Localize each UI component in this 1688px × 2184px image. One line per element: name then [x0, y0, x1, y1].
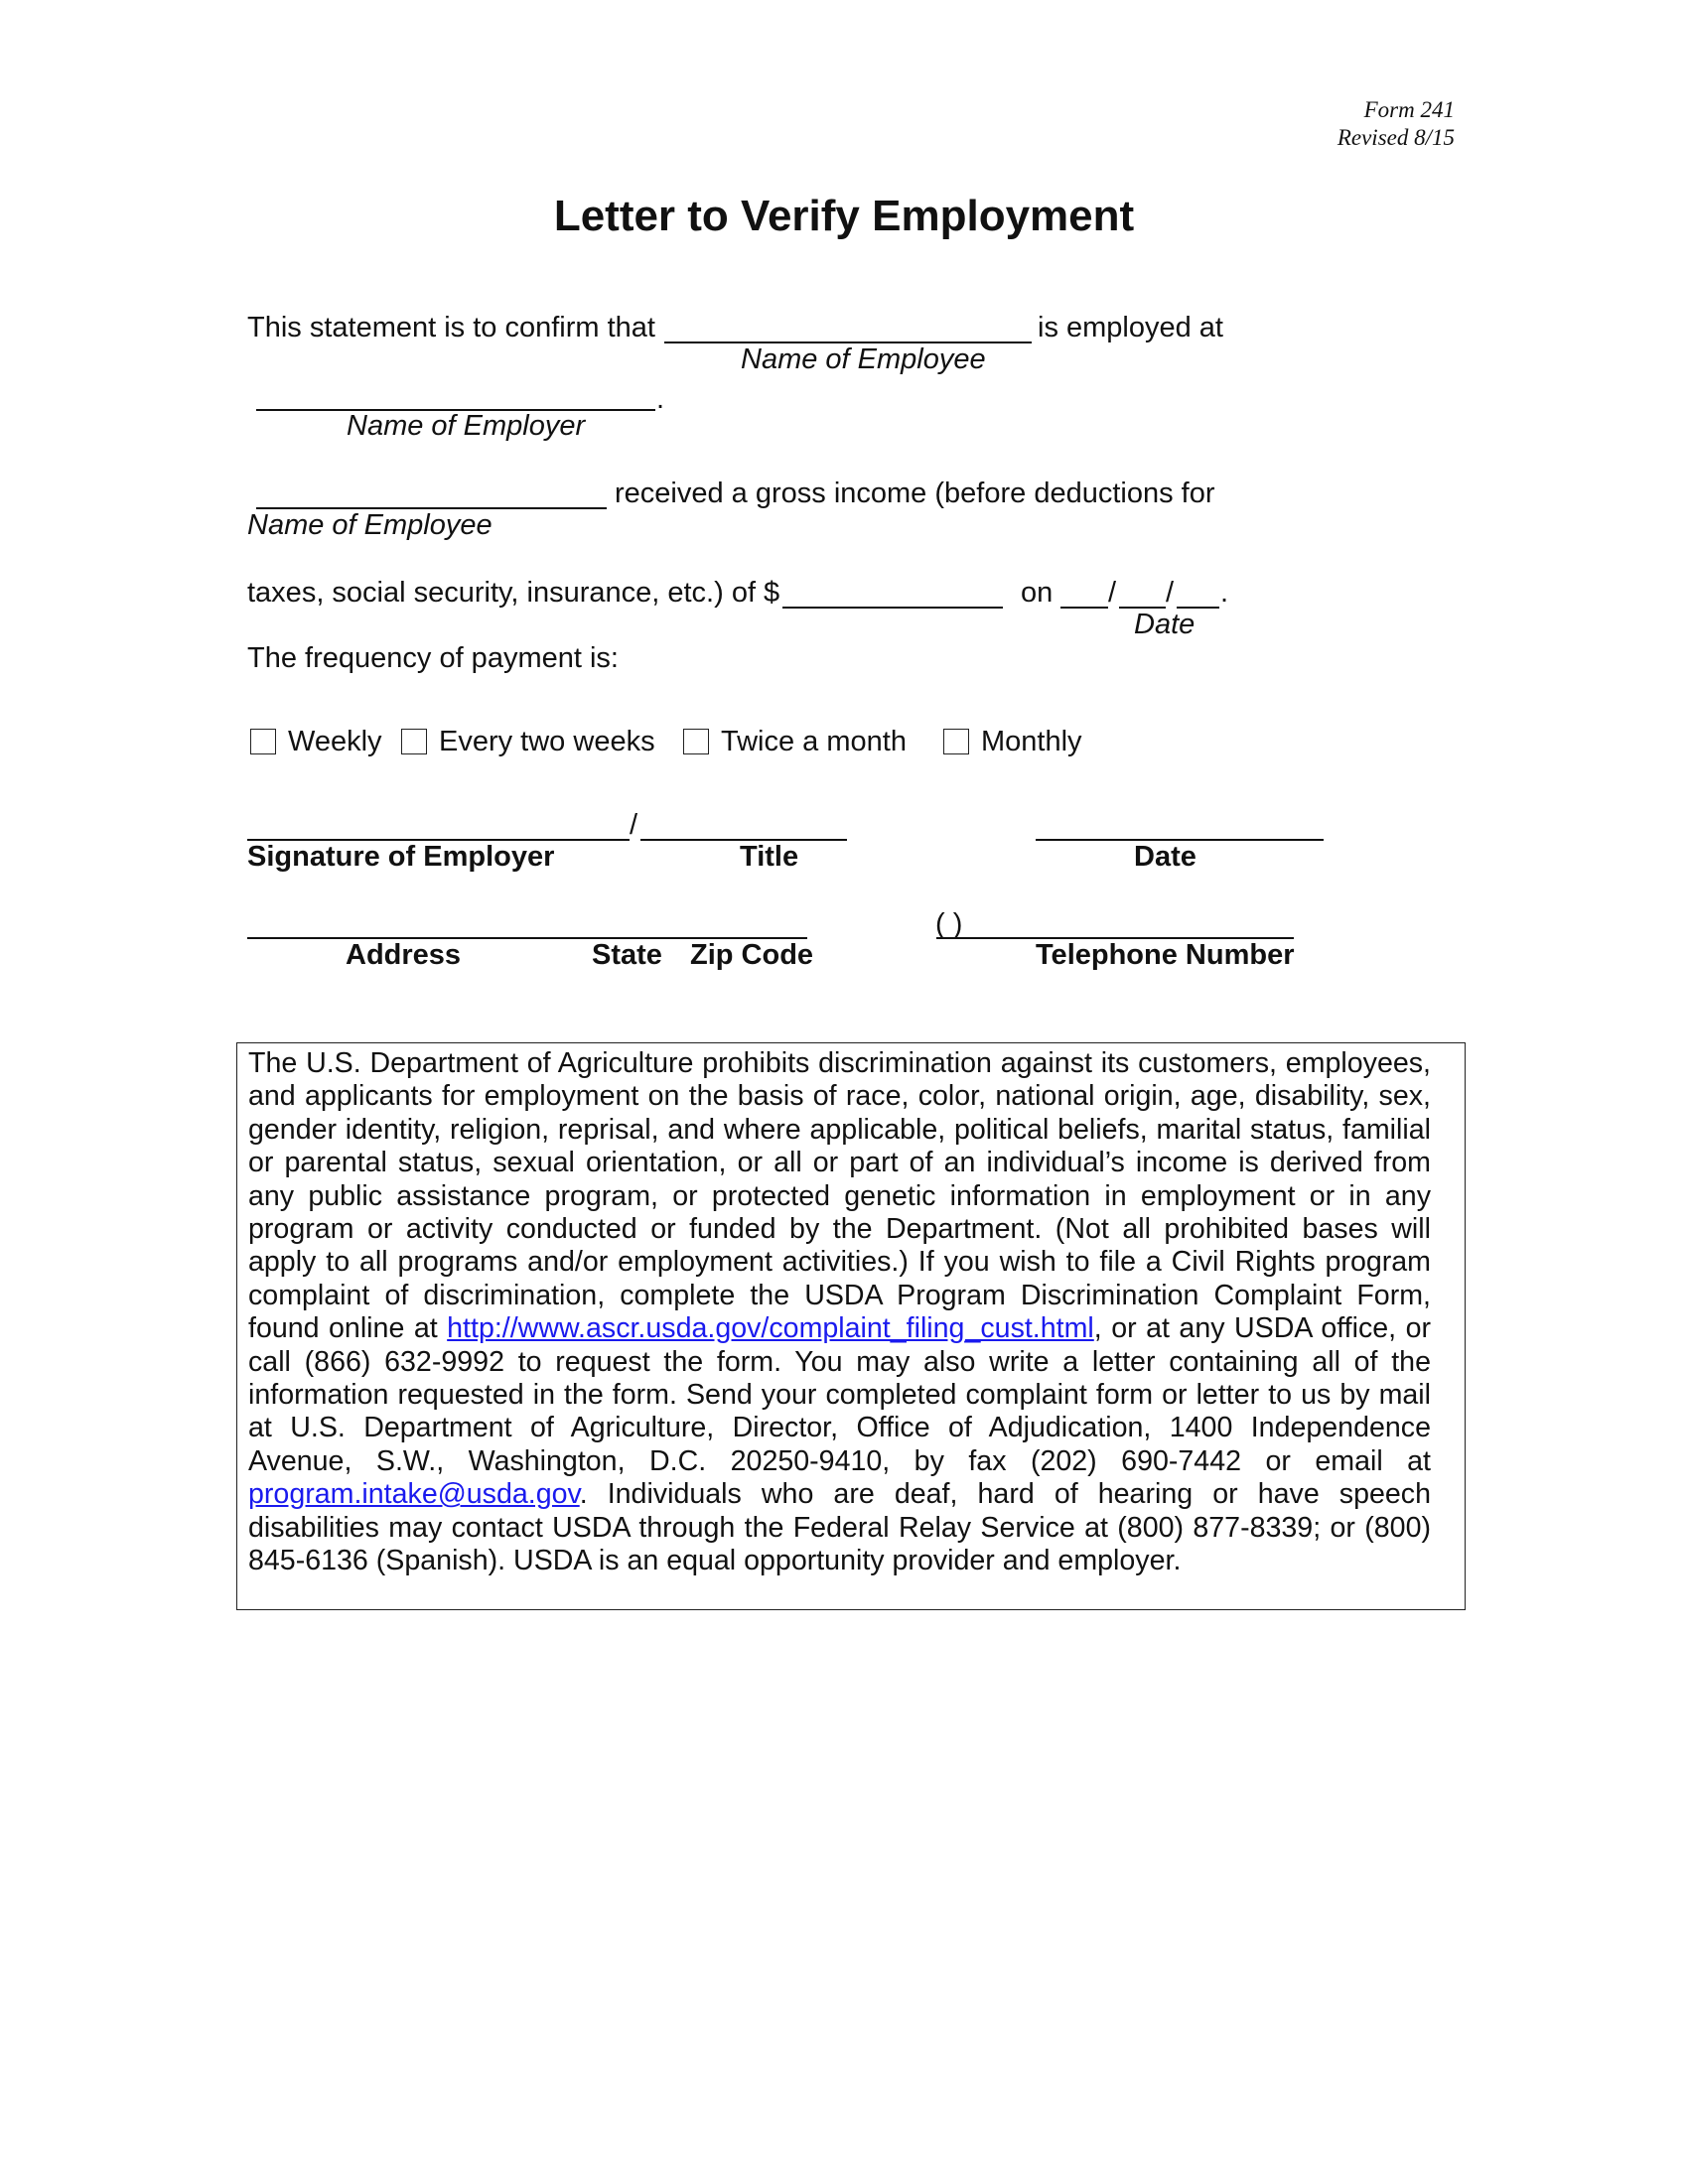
taxes-text: taxes, social security, insurance, etc.) of $ [247, 577, 780, 609]
every-two-weeks-label: Every two weeks [439, 726, 655, 757]
employed-at-text: is employed at [1038, 312, 1223, 343]
name-of-employer-caption: Name of Employer [347, 410, 586, 442]
date-period: . [1220, 577, 1229, 609]
notice-text [248, 1047, 1431, 1578]
notice-text-part-3: . Individuals who are deaf, hard of hearing or have speech disabilities may contact USDA through the Federal Relay Service at (800) 877-8339; or (800) 845-6136 (Spanish). USDA is an equal opportunity provider and employer. [248, 1478, 1431, 1577]
address-caption: Address [346, 939, 462, 971]
state-caption: State [592, 939, 662, 971]
non-discrimination-notice [236, 1042, 1466, 1610]
employer-period: . [656, 383, 665, 415]
monthly-checkbox[interactable] [943, 729, 969, 754]
date-month-field[interactable] [1060, 607, 1108, 609]
monthly-label: Monthly [981, 726, 1082, 757]
frequency-label: The frequency of payment is: [247, 642, 619, 674]
confirm-prefix-text: This statement is to confirm that [247, 312, 655, 343]
weekly-checkbox[interactable] [250, 729, 276, 754]
form-revision: Revised 8/15 [1336, 125, 1455, 150]
notice-text-part-1: The U.S. Department of Agriculture prohibits discrimination against its customers, employees, and applicants for employment on the basis of race, color, national origin, age, disability, sex, gender identity, religion, reprisal, and where applicable, political beliefs, marital status, familial or parental status, sexual orientation, or all or part of an individual’s income is derived from any public assistance program, or protected genetic information in employment or in any program or activity conducted or funded by the Department. (Not all prohibited bases will apply to all programs and/or employment activities.) If you wish to file a Civil Rights program complaint of discrimination, complete the USDA Program Discrimination Complaint Form, found online at [248, 1047, 1431, 1345]
complaint-form-link[interactable]: http://www.ascr.usda.gov/complaint_filing_cust.html [447, 1312, 1094, 1345]
name-of-employee-caption-2: Name of Employee [247, 509, 492, 541]
form-number: Form 241 [1363, 97, 1455, 122]
gross-income-text: received a gross income (before deductions for [615, 478, 1215, 509]
page-title: Letter to Verify Employment [553, 192, 1135, 240]
form-number-block [1337, 96, 1455, 152]
date-slash-2: / [1166, 577, 1175, 609]
signature-date-caption: Date [1134, 841, 1196, 873]
telephone-number-caption: Telephone Number [1036, 939, 1295, 971]
date-caption: Date [1134, 609, 1196, 640]
date-slash-1: / [1108, 577, 1117, 609]
twice-a-month-checkbox[interactable] [683, 729, 709, 754]
gross-income-amount-field[interactable] [782, 607, 1003, 609]
zip-code-caption: Zip Code [690, 939, 814, 971]
area-code-parentheses[interactable]: ( ) [935, 908, 963, 940]
notice-text-part-2: , or at any USDA office, or call (866) 632-9992 to request the form. You may also write a letter containing all of the information requested in the form. Send your completed complaint form or letter to us by mail at U.S. Department of Agriculture, Director, Office of Adjudication, 1400 Independence Avenue, S.W., Washington, D.C. 20250-9410, by fax (202) 690-7442 or email at [248, 1312, 1432, 1477]
name-of-employee-caption: Name of Employee [741, 343, 986, 375]
every-two-weeks-checkbox[interactable] [401, 729, 427, 754]
title-caption: Title [740, 841, 799, 873]
signature-of-employer-caption: Signature of Employer [247, 841, 555, 873]
weekly-label: Weekly [288, 726, 382, 757]
on-text: on [1021, 577, 1054, 609]
twice-a-month-label: Twice a month [721, 726, 907, 757]
signature-title-slash: / [630, 809, 638, 841]
program-intake-email-link[interactable]: program.intake@usda.gov [248, 1478, 580, 1511]
